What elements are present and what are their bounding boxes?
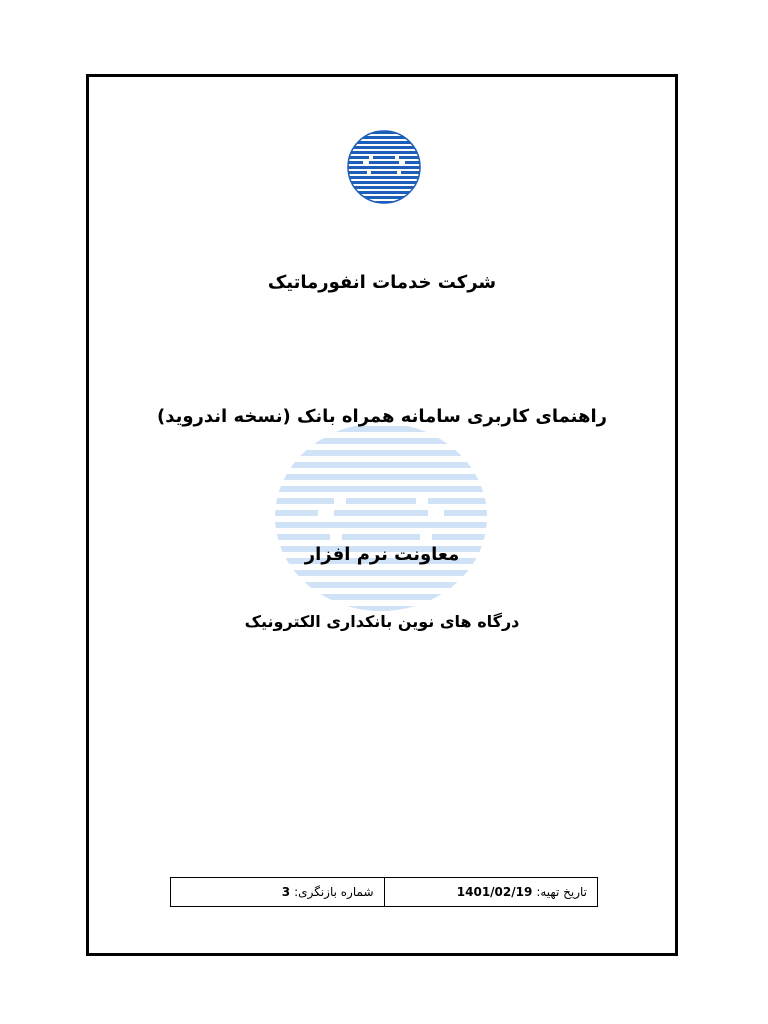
revision-number-value: 3 [281,885,291,899]
company-logo-watermark [274,422,488,612]
revision-number-label: شماره بازنگری: [294,885,374,899]
revision-number-cell [171,878,385,906]
preparation-date-value: 1401/02/19 [456,885,533,899]
preparation-date-label: تاریخ تهیه: [536,885,587,899]
subdepartment-name: درگاه های نوین بانکداری الکترونیک [244,612,520,631]
company-logo-icon [347,130,421,204]
document-title: راهنمای کاربری سامانه همراه بانک (نسخه اندروید) [156,406,608,427]
company-name: شرکت خدمات انفورماتیک [267,272,497,293]
preparation-date-cell [385,878,598,906]
department-name: معاونت نرم افزار [304,544,460,565]
document-info-table [170,877,598,907]
